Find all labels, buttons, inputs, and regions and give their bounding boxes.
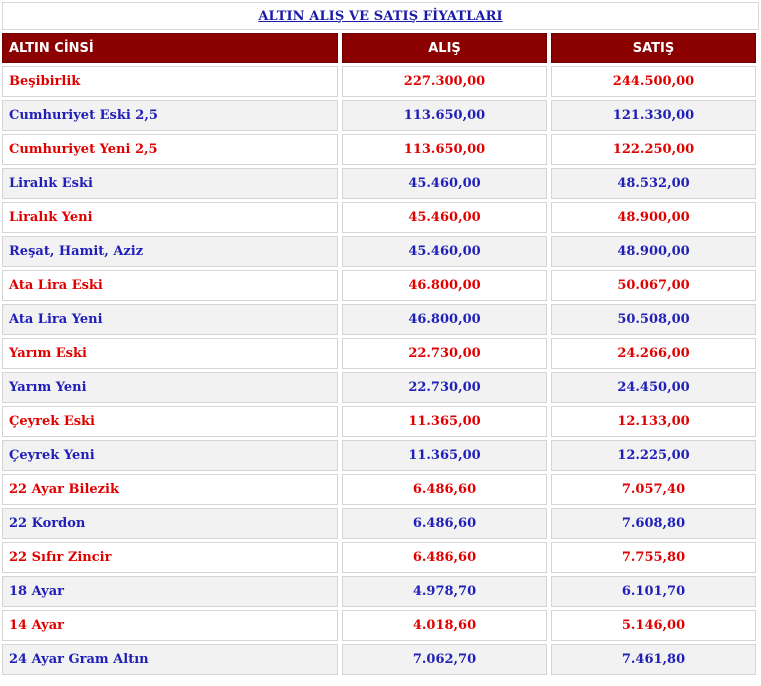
cell-sell: 48.900,00 — [551, 236, 756, 267]
cell-name: Çeyrek Yeni — [2, 440, 338, 471]
cell-sell: 50.067,00 — [551, 270, 756, 301]
cell-sell: 48.532,00 — [551, 168, 756, 199]
cell-buy: 46.800,00 — [342, 304, 547, 335]
header-sell: SATIŞ — [551, 33, 756, 63]
cell-buy: 22.730,00 — [342, 372, 547, 403]
cell-sell: 12.133,00 — [551, 406, 756, 437]
cell-sell: 48.900,00 — [551, 202, 756, 233]
price-table-container — [2, 0, 759, 675]
cell-buy: 6.486,60 — [342, 542, 547, 573]
cell-name: Çeyrek Eski — [2, 406, 338, 437]
cell-buy: 6.486,60 — [342, 474, 547, 505]
cell-sell: 24.450,00 — [551, 372, 756, 403]
cell-name: Liralık Yeni — [2, 202, 338, 233]
cell-sell: 7.608,80 — [551, 508, 756, 539]
cell-buy: 7.062,70 — [342, 644, 547, 675]
cell-sell: 50.508,00 — [551, 304, 756, 335]
price-table — [2, 33, 759, 675]
cell-sell: 6.101,70 — [551, 576, 756, 607]
cell-buy: 45.460,00 — [342, 168, 547, 199]
cell-sell: 5.146,00 — [551, 610, 756, 641]
cell-name: 18 Ayar — [2, 576, 338, 607]
cell-name: Cumhuriyet Eski 2,5 — [2, 100, 338, 131]
cell-sell: 244.500,00 — [551, 66, 756, 97]
cell-sell: 24.266,00 — [551, 338, 756, 369]
cell-sell: 121.330,00 — [551, 100, 756, 131]
header-name: ALTIN CİNSİ — [2, 33, 338, 63]
cell-buy: 11.365,00 — [342, 440, 547, 471]
cell-sell: 7.755,80 — [551, 542, 756, 573]
cell-sell: 7.057,40 — [551, 474, 756, 505]
cell-sell: 122.250,00 — [551, 134, 756, 165]
cell-buy: 22.730,00 — [342, 338, 547, 369]
cell-name: Cumhuriyet Yeni 2,5 — [2, 134, 338, 165]
table-title-link[interactable]: ALTIN ALIŞ VE SATIŞ FİYATLARI — [258, 8, 503, 24]
cell-buy: 113.650,00 — [342, 100, 547, 131]
cell-name: Ata Lira Eski — [2, 270, 338, 301]
table-title-bar — [2, 2, 759, 30]
cell-sell: 7.461,80 — [551, 644, 756, 675]
cell-buy: 45.460,00 — [342, 202, 547, 233]
cell-buy: 6.486,60 — [342, 508, 547, 539]
cell-name: Reşat, Hamit, Aziz — [2, 236, 338, 267]
cell-buy: 4.018,60 — [342, 610, 547, 641]
cell-name: Yarım Eski — [2, 338, 338, 369]
cell-buy: 4.978,70 — [342, 576, 547, 607]
header-buy: ALIŞ — [342, 33, 547, 63]
cell-buy: 11.365,00 — [342, 406, 547, 437]
cell-name: 22 Kordon — [2, 508, 338, 539]
cell-buy: 46.800,00 — [342, 270, 547, 301]
cell-name: Yarım Yeni — [2, 372, 338, 403]
cell-sell: 12.225,00 — [551, 440, 756, 471]
cell-name: 22 Ayar Bilezik — [2, 474, 338, 505]
cell-name: Beşibirlik — [2, 66, 338, 97]
cell-name: 22 Sıfır Zincir — [2, 542, 338, 573]
cell-buy: 227.300,00 — [342, 66, 547, 97]
cell-buy: 45.460,00 — [342, 236, 547, 267]
cell-name: Liralık Eski — [2, 168, 338, 199]
cell-buy: 113.650,00 — [342, 134, 547, 165]
cell-name: Ata Lira Yeni — [2, 304, 338, 335]
cell-name: 14 Ayar — [2, 610, 338, 641]
cell-name: 24 Ayar Gram Altın — [2, 644, 338, 675]
